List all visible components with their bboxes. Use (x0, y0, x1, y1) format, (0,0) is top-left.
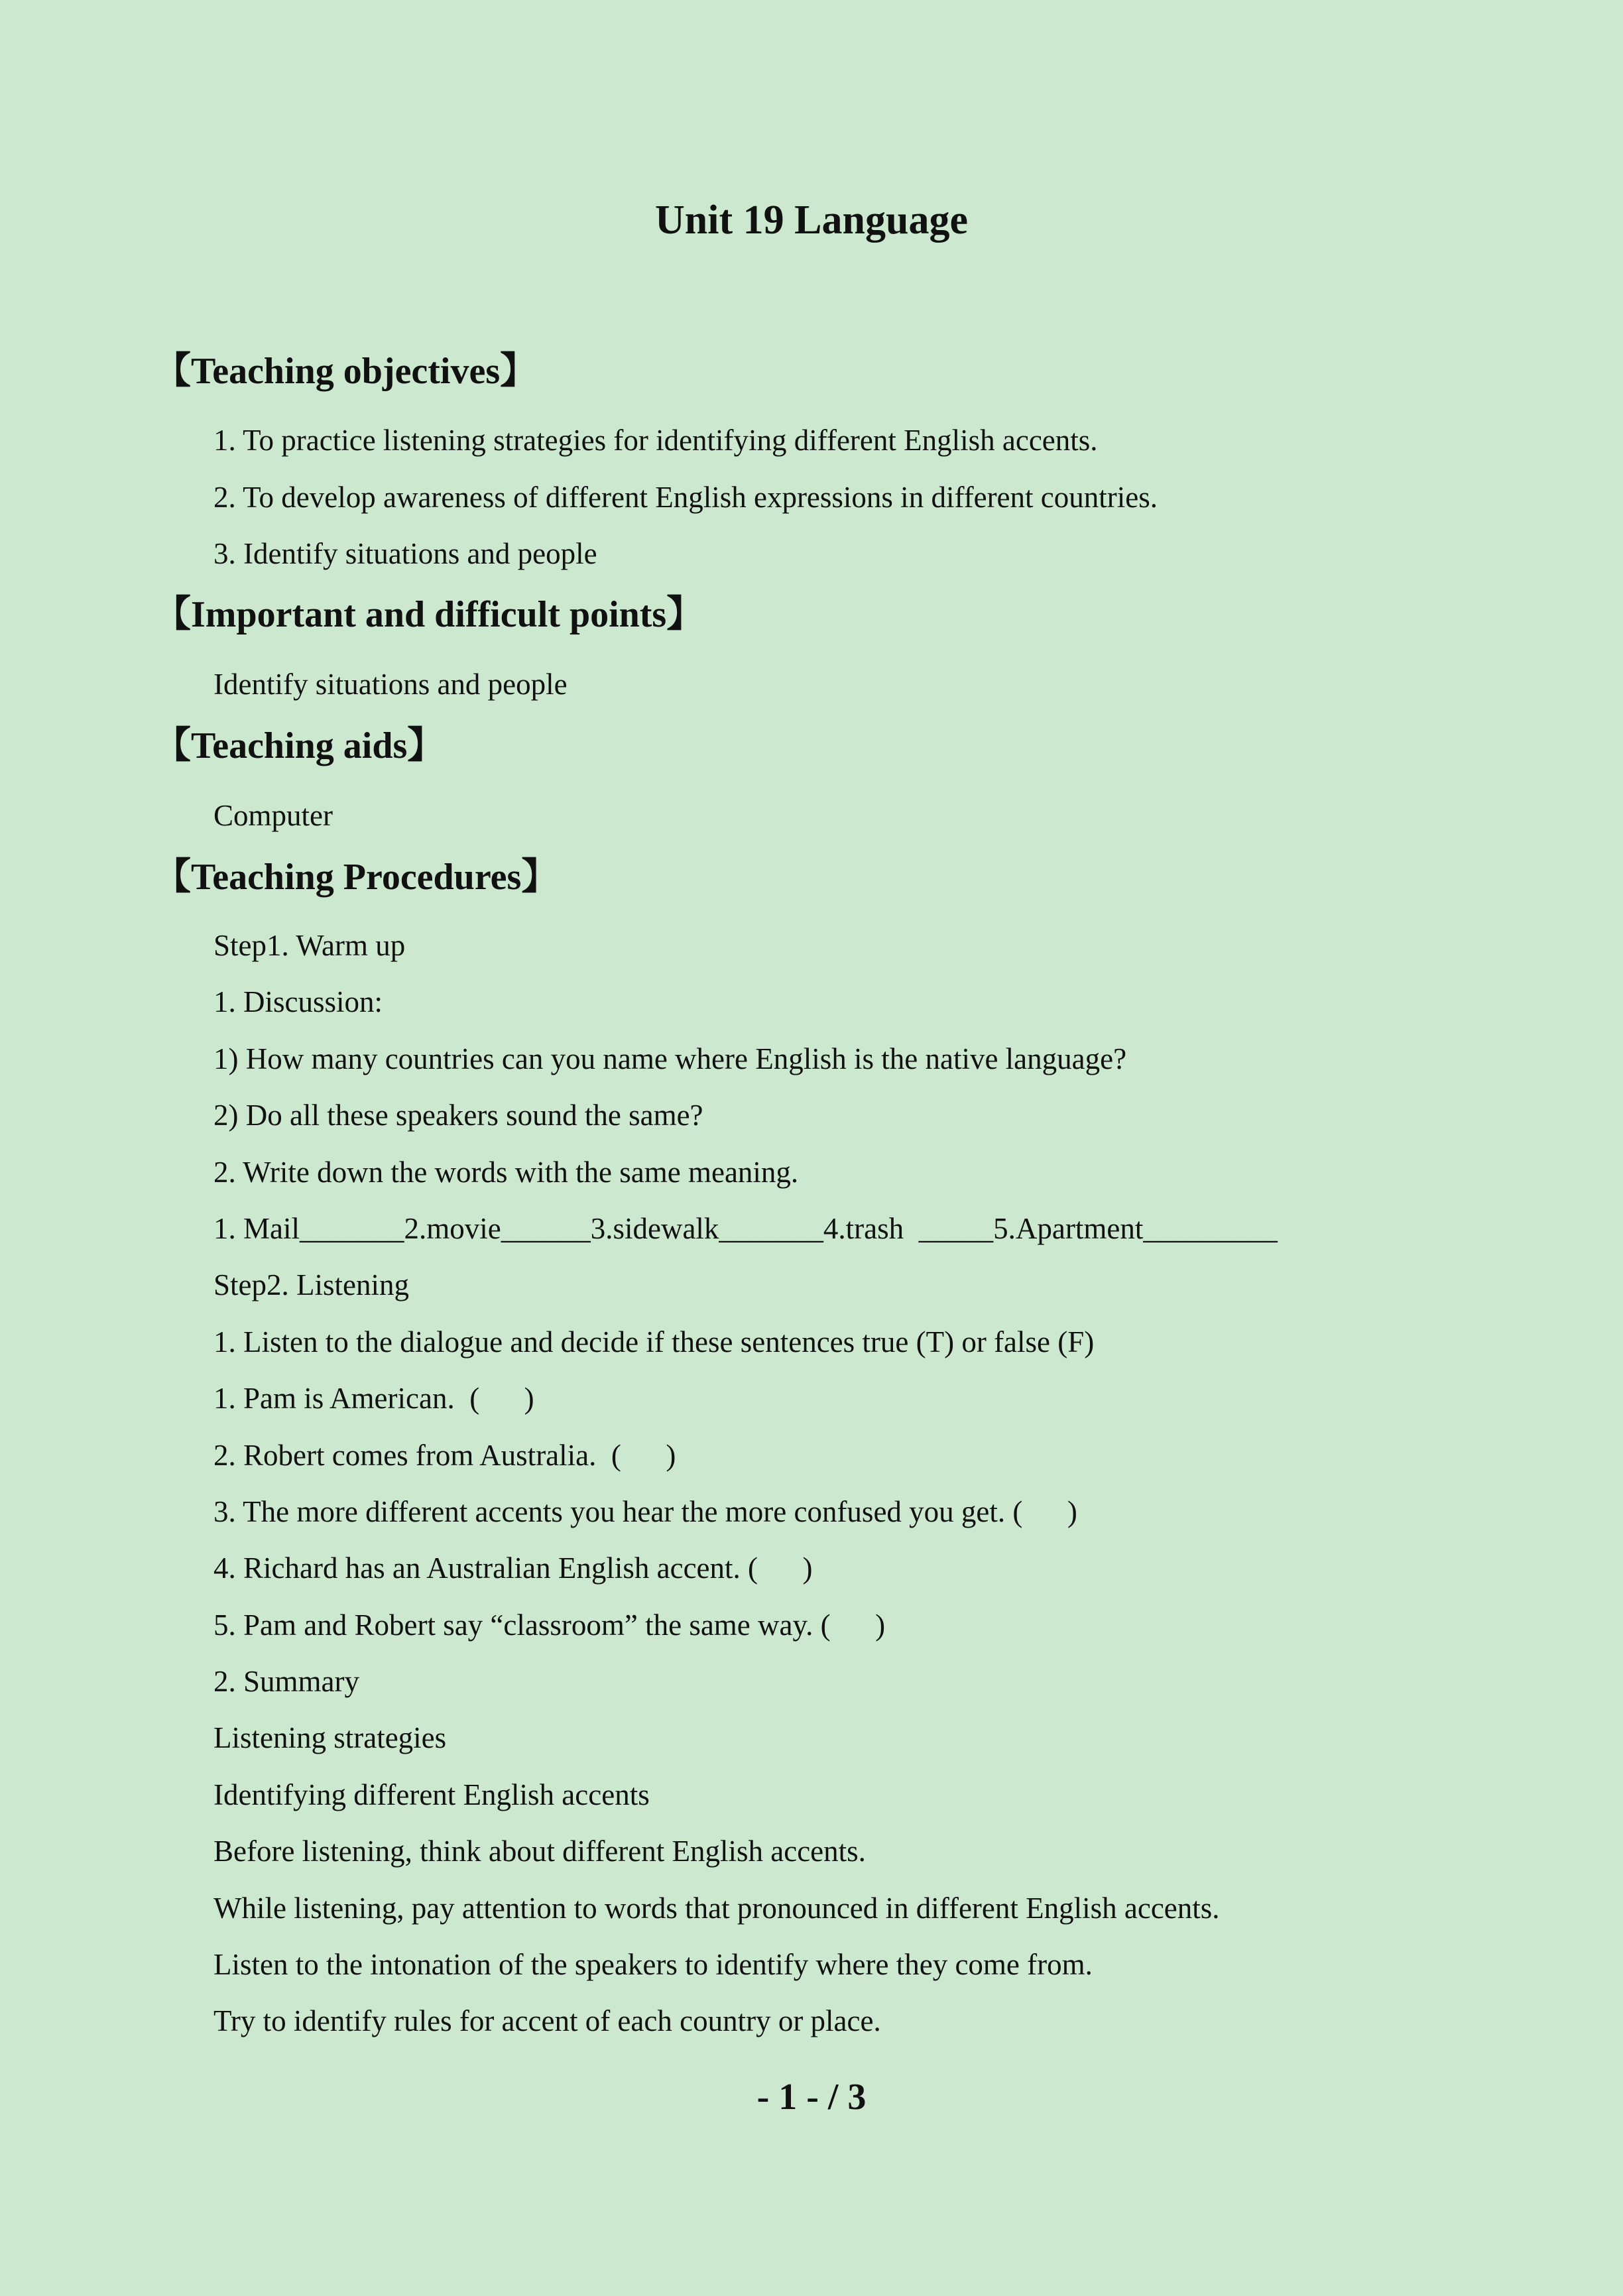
procedure-line-14: 2. Summary (213, 1665, 359, 1698)
procedure-line-12: 4. Richard has an Australian English accent. ( ) (213, 1551, 813, 1585)
procedure-line-6: 1. Mail_______2.movie______3.sidewalk_______4.trash _____5.Apartment_________ (213, 1212, 1278, 1245)
procedure-line-20: Try to identify rules for accent of each country or place. (213, 2004, 881, 2037)
procedure-line-4: 2) Do all these speakers sound the same? (213, 1099, 703, 1132)
section-heading-procedures: 【Teaching Procedures】 (154, 857, 559, 898)
procedure-line-3: 1) How many countries can you name where English is the native language? (213, 1042, 1127, 1075)
procedure-line-15: Listening strategies (213, 1721, 447, 1754)
points-line-1: Identify situations and people (213, 668, 568, 701)
objective-line-2: 2. To develop awareness of different English expressions in different countries. (213, 481, 1158, 514)
procedure-line-18: While listening, pay attention to words that pronounced in different English accents. (213, 1892, 1220, 1925)
section-heading-points: 【Important and difficult points】 (154, 594, 704, 635)
objective-line-3: 3. Identify situations and people (213, 537, 597, 570)
section-heading-objectives: 【Teaching objectives】 (154, 351, 538, 392)
procedure-line-11: 3. The more different accents you hear the more confused you get. ( ) (213, 1495, 1077, 1528)
procedure-line-9: 1. Pam is American. ( ) (213, 1382, 534, 1415)
procedure-line-10: 2. Robert comes from Australia. ( ) (213, 1439, 676, 1472)
procedure-line-7: Step2. Listening (213, 1268, 409, 1301)
aids-line-1: Computer (213, 799, 333, 832)
procedure-line-17: Before listening, think about different English accents. (213, 1835, 866, 1868)
procedure-line-13: 5. Pam and Robert say “classroom” the same way. ( ) (213, 1608, 886, 1642)
procedure-line-8: 1. Listen to the dialogue and decide if these sentences true (T) or false (F) (213, 1325, 1095, 1359)
procedure-line-1: Step1. Warm up (213, 929, 406, 962)
procedure-line-16: Identifying different English accents (213, 1778, 650, 1811)
procedure-line-19: Listen to the intonation of the speakers to identify where they come from. (213, 1948, 1093, 1981)
page-number: - 1 - / 3 (756, 2077, 867, 2118)
procedure-line-2: 1. Discussion: (213, 985, 383, 1018)
section-heading-aids: 【Teaching aids】 (154, 725, 445, 766)
objective-line-1: 1. To practice listening strategies for identifying different English accents. (213, 424, 1098, 457)
page-title: Unit 19 Language (655, 198, 968, 243)
procedure-line-5: 2. Write down the words with the same meaning. (213, 1156, 799, 1189)
